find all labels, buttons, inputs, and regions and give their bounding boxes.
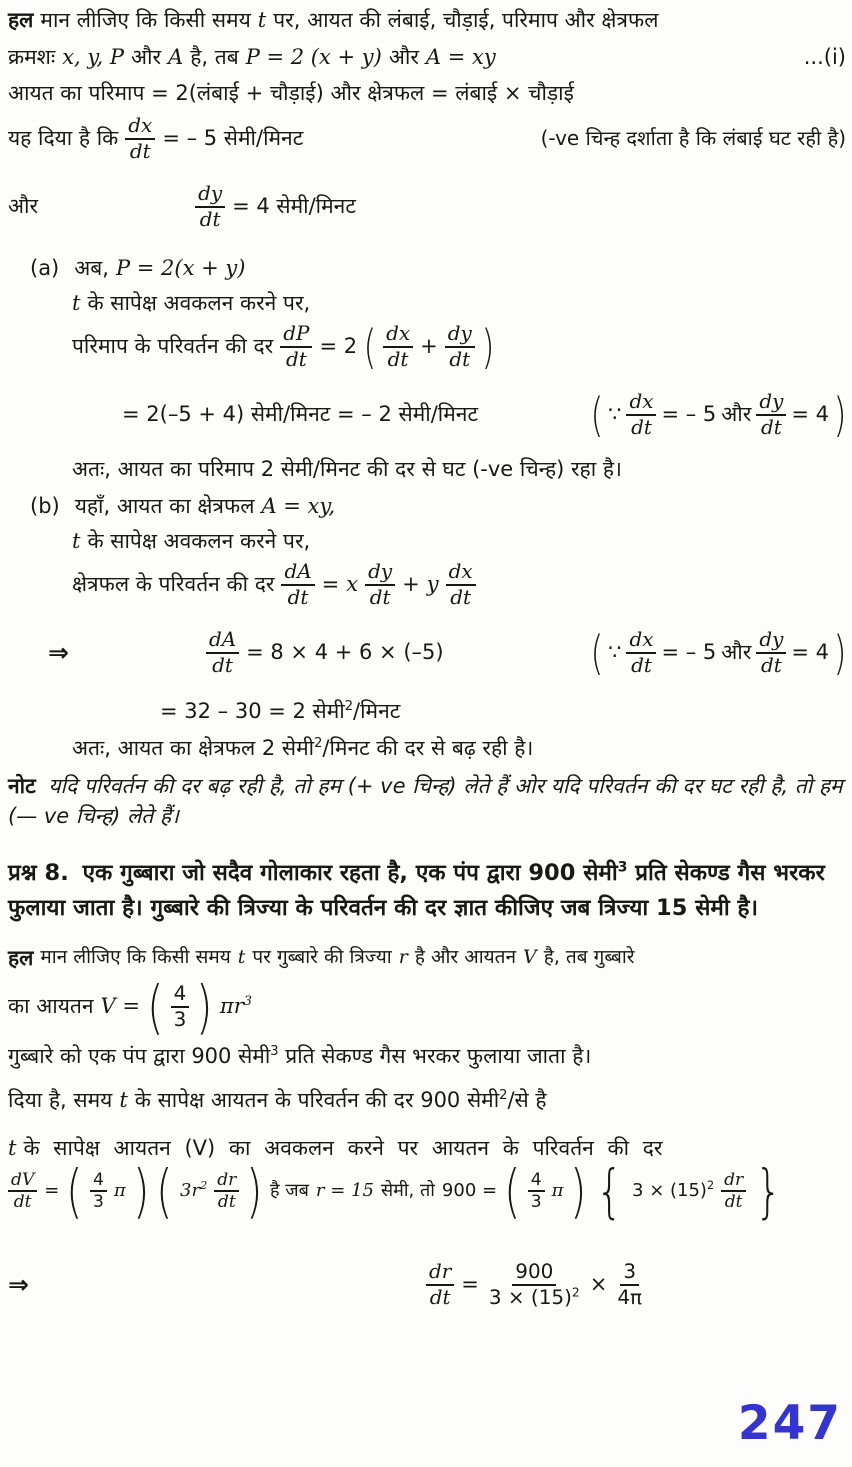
fraction-numerator: dP: [280, 322, 312, 348]
part-a-conclusion: [72, 455, 846, 483]
fraction-numerator: 900: [512, 1260, 556, 1286]
part-a-result: [122, 387, 847, 442]
superscript: 3: [617, 859, 628, 876]
fraction-denominator: dt: [369, 584, 391, 609]
text-run: पर गुब्बारे की त्रिज्या: [252, 946, 392, 969]
because-symbol: ∵: [608, 402, 622, 427]
fraction-denominator: dt: [631, 652, 652, 677]
text-run: और: [130, 45, 162, 69]
text-run: के सापेक्ष अवकलन करने पर,: [87, 529, 311, 553]
text-run: और: [721, 640, 752, 665]
because-note: ( ∵ $\frac{dx}{dt}$ = – 5 और $\frac{dy}{dt}$ = 4 ): [590, 625, 847, 680]
fraction-3-4pi: [614, 1260, 645, 1309]
fraction-numerator: 4: [171, 982, 190, 1008]
math-run: = – 5: [661, 640, 717, 665]
fraction-dy-dt: [756, 390, 786, 439]
math-run: [632, 1179, 714, 1203]
sol8-equation2: [8, 1260, 846, 1309]
var-t: t: [72, 529, 81, 553]
part-b-line2: [72, 527, 846, 555]
fraction-numerator: dA: [206, 628, 239, 654]
fraction-numerator: dr: [426, 1260, 454, 1286]
math-run: = 2(–5 + 4) सेमी/मिनट = – 2 सेमी/मिनट: [122, 402, 479, 427]
var-r: r: [398, 946, 408, 969]
text-run: है, तब: [190, 45, 239, 69]
fraction-dr-dt: [426, 1260, 454, 1309]
fraction-denominator: dt: [217, 1192, 236, 1213]
text-run: यहाँ, आयत का क्षेत्रफल: [74, 494, 255, 518]
part-b-equation: [72, 560, 846, 609]
fraction-denominator: dt: [450, 584, 472, 609]
text-run: /से है: [507, 1088, 547, 1112]
text-run: है, तब गुब्बारे: [543, 946, 635, 969]
fraction-dx-dt: [125, 114, 155, 163]
pi-symbol: π: [551, 1180, 564, 1201]
fraction-denominator: [486, 1286, 583, 1310]
text-run: पर, आयत की लंबाई, चौड़ाई, परिमाप और क्षेत्रफल: [273, 8, 659, 32]
fraction-numerator: dx: [626, 390, 656, 416]
text-run: के सापेक्ष अवकलन करने पर,: [87, 291, 311, 315]
fraction-denominator: 3: [530, 1192, 542, 1213]
fraction-900: [486, 1260, 583, 1309]
var-A: A: [168, 45, 184, 69]
fraction-numerator: dr: [721, 1170, 746, 1192]
text-run: और: [388, 45, 419, 69]
var-y: y: [426, 572, 439, 597]
note-text: यदि परिवर्तन की दर बढ़ रही है, तो हम (+ ve चिन्ह) लेते हैं ओर यदि परिवर्तन की दर घट रही है, तो हम (— ve चिन्ह) लेते हैं।: [8, 774, 843, 828]
math-run: = – 5 सेमी/मिनट: [162, 126, 304, 151]
fraction-numerator: dy: [756, 628, 786, 654]
math-run: 3r: [180, 1180, 201, 1201]
part-b-value: [160, 697, 846, 725]
part-b-line1: [30, 492, 846, 520]
fraction-numerator: dy: [365, 560, 395, 586]
math-run: [220, 992, 252, 1020]
fraction-denominator: 3: [93, 1192, 104, 1213]
var-V: V: [523, 946, 537, 969]
var-t: t: [257, 8, 267, 32]
fraction-dr-dt: [214, 1170, 239, 1212]
sol8-line1: [8, 944, 846, 972]
superscript: 3: [243, 994, 253, 1010]
text-run: है जब: [269, 1180, 309, 1201]
times-sign: ×: [589, 1272, 608, 1297]
fraction-dy-dt: [445, 322, 475, 371]
fraction-numerator: 3: [620, 1260, 639, 1286]
var-x: x: [346, 572, 359, 597]
text-run: एक गुब्बारा जो सदैव गोलाकार रहता है, एक पंप द्वारा 900 सेमी: [82, 860, 618, 886]
fraction-dA-dt: [281, 560, 314, 609]
because-symbol: ∵: [608, 640, 622, 665]
fraction-denominator: 4π: [617, 1284, 643, 1309]
math-run: A = xy: [425, 45, 496, 69]
fraction-numerator: dx: [383, 322, 413, 348]
text-run: प्रति सेकण्ड गैस भरकर फुलाया जाता है। गुब्बारे की त्रिज्या के परिवर्तन की दर ज्ञात कीजिए जब त्रिज्या 15 सेमी है।: [8, 860, 825, 921]
sol8-line3: [8, 1042, 846, 1070]
fraction-dx-dt: [383, 322, 413, 371]
text-run: [8, 1042, 591, 1070]
math-run: A = xy,: [261, 494, 336, 518]
superscript: 2: [706, 1179, 715, 1192]
sol8-volume-formula: का आयतन V = ( $\frac{4}{3}$ ) $\pi r^3$: [8, 972, 253, 1041]
fraction-numerator: dy: [195, 182, 225, 208]
equals-sign: =: [44, 1180, 60, 1201]
page-number: 247: [737, 1396, 842, 1451]
math-run: 3 × (15): [488, 1284, 572, 1309]
math-run: r = 15: [315, 1180, 374, 1201]
text-run: है और आयतन: [414, 946, 517, 969]
text-run: गुब्बारे को एक पंप द्वारा 900 सेमी: [8, 1044, 271, 1068]
fraction-4-3: [171, 982, 190, 1031]
text-run: प्रति सेकण्ड गैस भरकर फुलाया जाता है।: [285, 1044, 592, 1068]
part-label: (a): [30, 256, 60, 280]
superscript: 2: [200, 1179, 208, 1192]
sol8-line4: [8, 1086, 846, 1114]
fraction-numerator: 4: [528, 1170, 545, 1192]
fraction-dx-dt: [446, 560, 476, 609]
part-label: (b): [30, 494, 60, 518]
superscript: 2: [571, 1284, 580, 1299]
side-remark: (-ve चिन्ह दर्शाता है कि लंबाई घट रही है): [540, 126, 846, 151]
superscript: 3: [270, 1044, 279, 1059]
var-t: t: [237, 946, 246, 969]
math-run: = – 5: [661, 402, 717, 427]
fraction-denominator: dt: [285, 346, 307, 371]
text-run: अब,: [74, 256, 109, 280]
fraction-dr-dt: [721, 1170, 746, 1212]
implies-arrow: ⇒: [8, 1269, 29, 1299]
text-run: सेमी, तो: [380, 1180, 435, 1201]
text-run: [72, 734, 533, 762]
text-run: और: [8, 194, 39, 219]
sol7-line2: [8, 43, 846, 71]
text-run: परिमाप के परिवर्तन की दर: [72, 334, 274, 359]
text-run: /मिनट की दर से बढ़ रही है।: [322, 736, 534, 760]
math-run: 3 × (15): [632, 1180, 707, 1201]
fraction-numerator: dy: [445, 322, 475, 348]
solution-label: हल: [8, 946, 34, 970]
var-t: t: [8, 1136, 17, 1160]
note-label: नोट: [8, 774, 36, 798]
text-run: दिया है, समय: [8, 1088, 113, 1112]
pi-symbol: π: [113, 1180, 126, 1201]
math-run: P = 2 (x + y): [245, 45, 382, 69]
fraction-dP-dt: [280, 322, 312, 371]
text-run: आयत का परिमाप = 2(लंबाई + चौड़ाई) और क्षेत्रफल = लंबाई × चौड़ाई: [8, 81, 574, 105]
text-run: क्षेत्रफल के परिवर्तन की दर: [72, 572, 275, 597]
fraction-numerator: dA: [281, 560, 314, 586]
question-8: [8, 856, 844, 926]
sol7-line1: [8, 6, 846, 34]
sol8-equation1: $\frac{dV}{dt}$ = ( $\frac{4}{3}$ π ) ( $3r^2$ $\frac{dr}{dt}$ ) है जब r = 15 सेमी, तो 900 = ( $\frac{4}{3}$ π ) { $3 \times (15)^2$ $\frac{dr}{dt}$ }: [8, 1170, 846, 1212]
fraction-dx-dt: [626, 628, 656, 677]
equals-sign: =: [321, 572, 340, 597]
fraction-4-3: [90, 1170, 107, 1212]
text-run: क्रमशः: [8, 45, 56, 69]
math-run: 900 =: [441, 1180, 498, 1201]
implies-arrow: ⇒: [48, 637, 69, 667]
superscript: 2: [314, 736, 323, 751]
fraction-denominator: dt: [429, 1284, 451, 1309]
text-run: अतः, आयत का क्षेत्रफल 2 सेमी: [72, 736, 315, 760]
fraction-denominator: 3: [173, 1006, 187, 1031]
fraction-denominator: dt: [129, 138, 151, 163]
math-run: V =: [100, 994, 140, 1019]
text-run: के सापेक्ष आयतन (V) का अवकलन करने पर आयतन के परिवर्तन की दर: [23, 1136, 663, 1160]
math-run: [489, 1285, 580, 1309]
text-run: और: [721, 402, 752, 427]
fraction-numerator: dx: [446, 560, 476, 586]
math-run: = 2: [319, 334, 358, 359]
text-run: [135, 1086, 547, 1114]
math-run: = 4: [791, 640, 830, 665]
note-block: [8, 772, 844, 832]
equation-tag: ...(i): [803, 45, 846, 69]
fraction-denominator: dt: [631, 414, 652, 439]
part-b-result: [48, 625, 847, 680]
fraction-numerator: dV: [8, 1170, 37, 1192]
sol7-given2: [8, 182, 846, 231]
solution-label: हल: [8, 8, 34, 32]
fraction-denominator: dt: [199, 206, 221, 231]
plus-sign: +: [420, 334, 438, 359]
fraction-dy-dt: [756, 628, 786, 677]
math-run: [180, 1179, 207, 1203]
superscript: 2: [499, 1088, 508, 1103]
fraction-dx-dt: [626, 390, 656, 439]
question-text: [8, 860, 825, 921]
fraction-denominator: dt: [761, 652, 782, 677]
var-t: t: [119, 1088, 128, 1112]
equals-sign: =: [461, 1272, 479, 1297]
fraction-numerator: dx: [125, 114, 155, 140]
math-run: = 4 सेमी/मिनट: [232, 194, 356, 219]
text-run: /मिनट: [353, 699, 401, 723]
fraction-denominator: dt: [13, 1192, 32, 1213]
part-a-line2: [72, 289, 846, 317]
fraction-dA-dt: [206, 628, 239, 677]
fraction-dy-dt: [195, 182, 225, 231]
text-run: का आयतन: [8, 994, 94, 1019]
fraction-denominator: dt: [724, 1192, 743, 1213]
text-run: मान लीजिए कि किसी समय: [40, 8, 251, 32]
math-run: [160, 697, 400, 725]
plus-sign: +: [402, 572, 420, 597]
fraction-denominator: dt: [761, 414, 782, 439]
fraction-numerator: dx: [626, 628, 656, 654]
fraction-numerator: 4: [90, 1170, 107, 1192]
text-run: अतः, आयत का परिमाप 2 सेमी/मिनट की दर से घट (-ve चिन्ह) रहा है।: [72, 457, 622, 481]
fraction-dy-dt: [365, 560, 395, 609]
superscript: 2: [344, 699, 354, 714]
fraction-dV-dt: [8, 1170, 37, 1212]
text-run: मान लीजिए कि किसी समय: [40, 946, 231, 969]
part-a-line1: [30, 254, 846, 282]
fraction-denominator: dt: [387, 346, 409, 371]
text-run: यह दिया है कि: [8, 126, 119, 151]
text-run: के सापेक्ष आयतन के परिवर्तन की दर 900 सेमी: [134, 1088, 500, 1112]
var-t: t: [72, 291, 81, 315]
fraction-4-3: [528, 1170, 545, 1212]
fraction-denominator: dt: [449, 346, 471, 371]
math-run: x, y, P: [62, 45, 124, 69]
fraction-denominator: dt: [212, 652, 233, 677]
math-run: = 4: [791, 402, 830, 427]
math-run: πr: [219, 994, 244, 1019]
fraction-numerator: dy: [756, 390, 786, 416]
part-a-equation: परिमाप के परिवर्तन की दर $\frac{dP}{dt}$ = 2 ( $\frac{dx}{dt}$ + $\frac{dy}{dt}$ ): [72, 319, 495, 374]
text-run: = 32 – 30 = 2 सेमी: [160, 699, 345, 723]
fraction-numerator: dr: [214, 1170, 239, 1192]
sol7-given1: [8, 114, 846, 163]
because-note: ( ∵ $\frac{dx}{dt}$ = – 5 और $\frac{dy}{dt}$ = 4 ): [590, 387, 847, 442]
math-run: = 8 × 4 + 6 × (–5): [246, 640, 444, 665]
math-run: P = 2(x + y): [115, 256, 246, 280]
part-b-conclusion: [72, 734, 846, 762]
question-label: प्रश्न 8.: [8, 860, 69, 886]
fraction-denominator: dt: [287, 584, 309, 609]
sol7-line3: [8, 79, 846, 107]
